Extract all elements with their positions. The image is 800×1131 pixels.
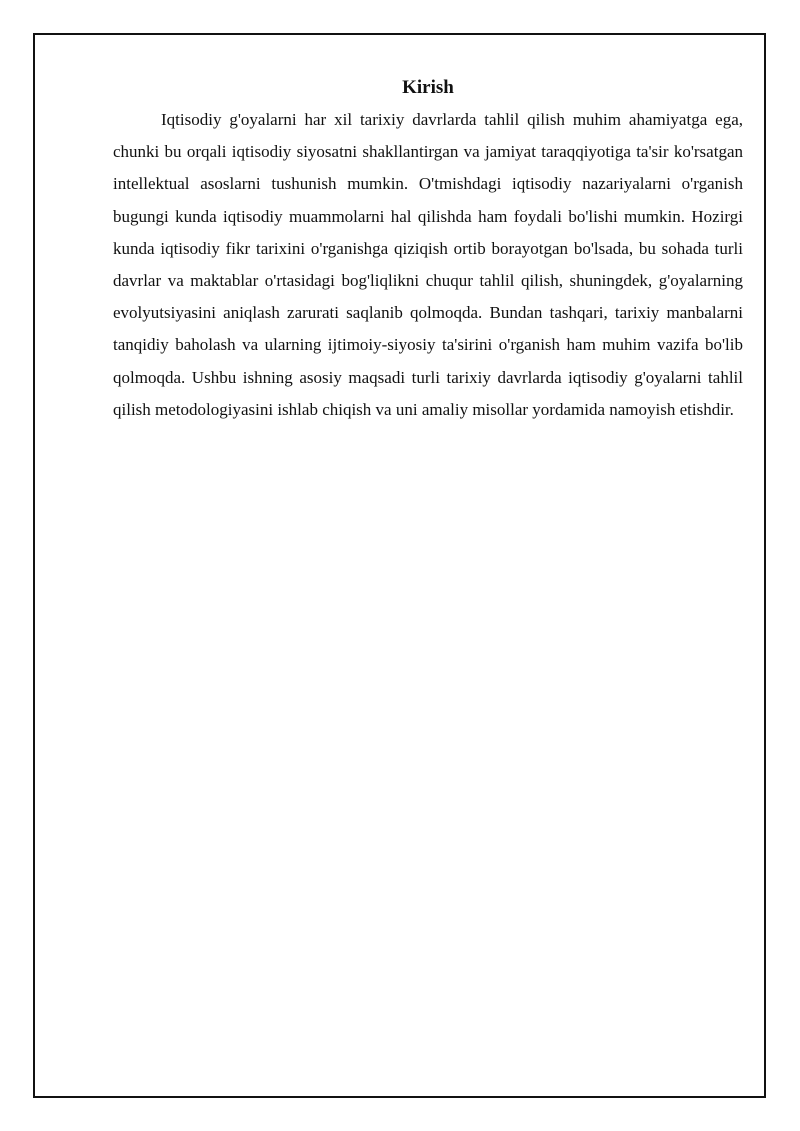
intro-paragraph: Iqtisodiy g'oyalarni har xil tarixiy davrlarda tahlil qilish muhim ahamiyatga ega, chunki bu orqali iqtisodiy siyosatni shakllantirgan va jamiyat taraqqiyotiga ta'sir ko'rsatgan intellektual asoslarni tushunish mumkin. O'tmishdagi iqtisodiy nazariyalarni o'rganish bugungi kunda iqtisodiy muammolarni hal qilishda ham foydali bo'lishi mumkin. Hozirgi kunda iqtisodiy fikr tarixini o'rganishga qiziqish ortib borayotgan bo'lsada, bu sohada turli davrlar va maktablar o'rtasidagi bog'liqlikni chuqur tahlil qilish, shuningdek, g'oyalarning evolyutsiyasini aniqlash zarurati saqlanib qolmoqda. Bundan tashqari, tarixiy manbalarni tanqidiy baholash va ularning ijtimoiy-siyosiy ta'sirini o'rganish ham muhim vazifa bo'lib qolmoqda. Ushbu ishning asosiy maqsadi turli tarixiy davrlarda iqtisodiy g'oyalarni tahlil qilish metodologiyasini ishlab chiqish va uni amaliy misollar yordamida namoyish etishdir. bbox=[113, 110, 743, 419]
document-body bbox=[113, 74, 743, 426]
section-heading: Kirish bbox=[402, 77, 454, 98]
